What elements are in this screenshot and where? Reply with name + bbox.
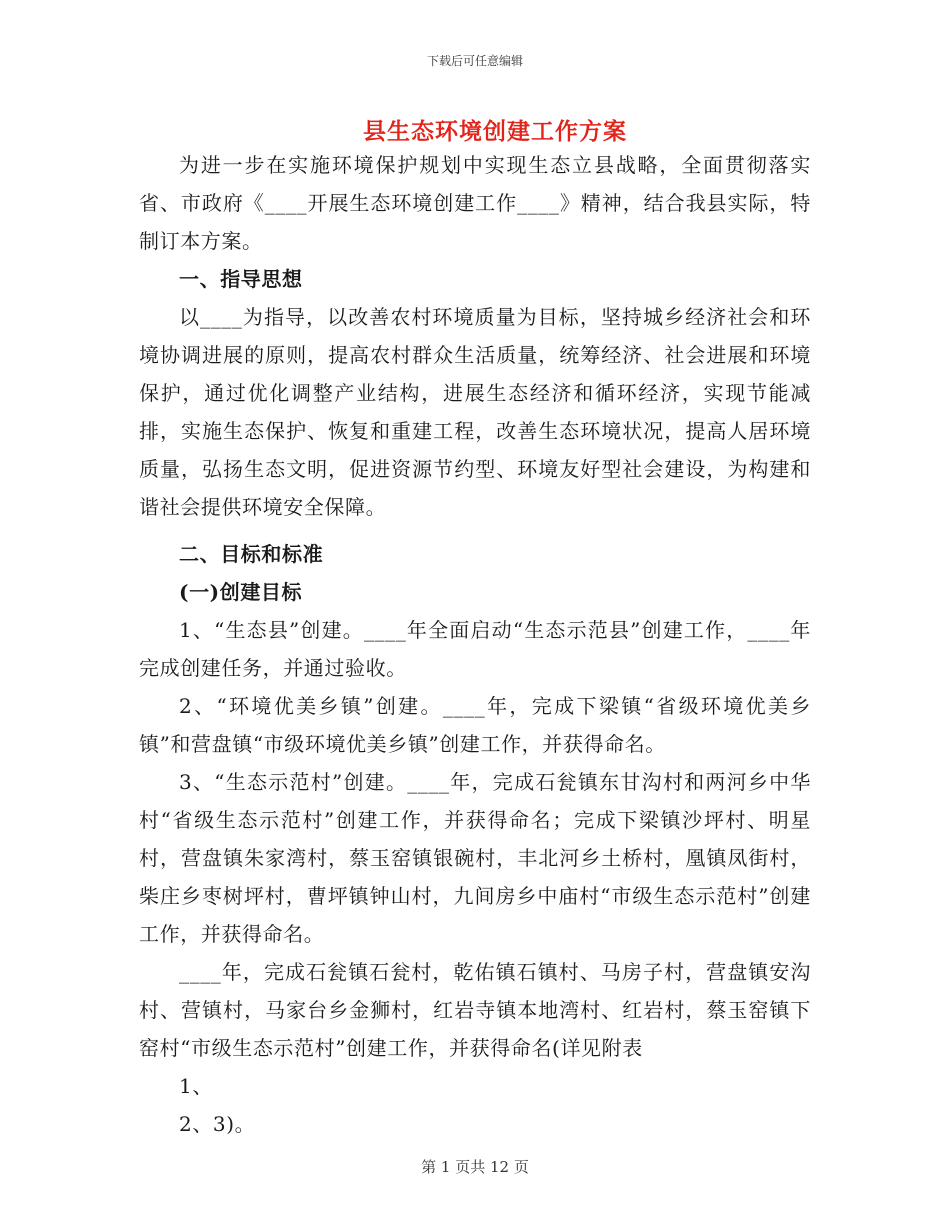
page-number-footer: 第 1 页共 12 页 [421, 1158, 529, 1176]
document-title: 县生态环境创建工作方案 [363, 118, 627, 145]
section-heading-guiding-ideology: 一、指导思想 [179, 267, 303, 291]
appendix-ref-line-2: 2、3)。 [179, 1112, 256, 1136]
subsection-heading-creation-goals: (一)创建目标 [179, 580, 303, 604]
intro-paragraph: 为进一步在实施环境保护规划中实现生态立县战略，全面贯彻落实省、市政府《____开展生态环境创建工作____》精神，结合我县实际，特制订本方案。 [139, 153, 811, 253]
goal-item-beautiful-towns: 2、“环境优美乡镇”创建。____年，完成下梁镇“省级环境优美乡镇”和营盘镇“市级环境优美乡镇”创建工作，并获得命名。 [139, 694, 811, 756]
goal-item-eco-villages: 3、“生态示范村”创建。____年，完成石瓮镇东甘沟村和两河乡中华村“省级生态示范村”创建工作，并获得命名；完成下梁镇沙坪村、明星村，营盘镇朱家湾村，蔡玉窑镇银碗村，丰北河乡土桥村，凰镇凤街村，柴庄乡枣树坪村，曹坪镇钟山村，九间房乡中庙村“市级生态示范村”创建工作，并获得命名。 [139, 770, 811, 946]
eco-villages-continued-paragraph: ____年，完成石瓮镇石瓮村，乾佑镇石镇村、马房子村，营盘镇安沟村、营镇村，马家台乡金狮村，红岩寺镇本地湾村、红岩村，蔡玉窑镇下窑村“市级生态示范村”创建工作，并获得命名(详见附表 [139, 960, 811, 1060]
guiding-ideology-paragraph: 以____为指导，以改善农村环境质量为目标，坚持城乡经济社会和环境协调进展的原则，提高农村群众生活质量，统筹经济、社会进展和环境保护，通过优化调整产业结构，进展生态经济和循环经济，实现节能减排，实施生态保护、恢复和重建工程，改善生态环境状况，提高人居环境质量，弘扬生态文明，促进资源节约型、环境友好型社会建设，为构建和谐社会提供环境安全保障。 [139, 305, 811, 519]
goal-item-eco-county: 1、“生态县”创建。____年全面启动“生态示范县”创建工作，____年完成创建任务，并通过验收。 [139, 618, 811, 680]
page-header-note: 下载后可任意编辑 [426, 54, 523, 68]
section-heading-goals-standards: 二、目标和标准 [179, 542, 324, 566]
document-body [139, 146, 811, 1143]
appendix-ref-line-1: 1、 [179, 1074, 213, 1098]
